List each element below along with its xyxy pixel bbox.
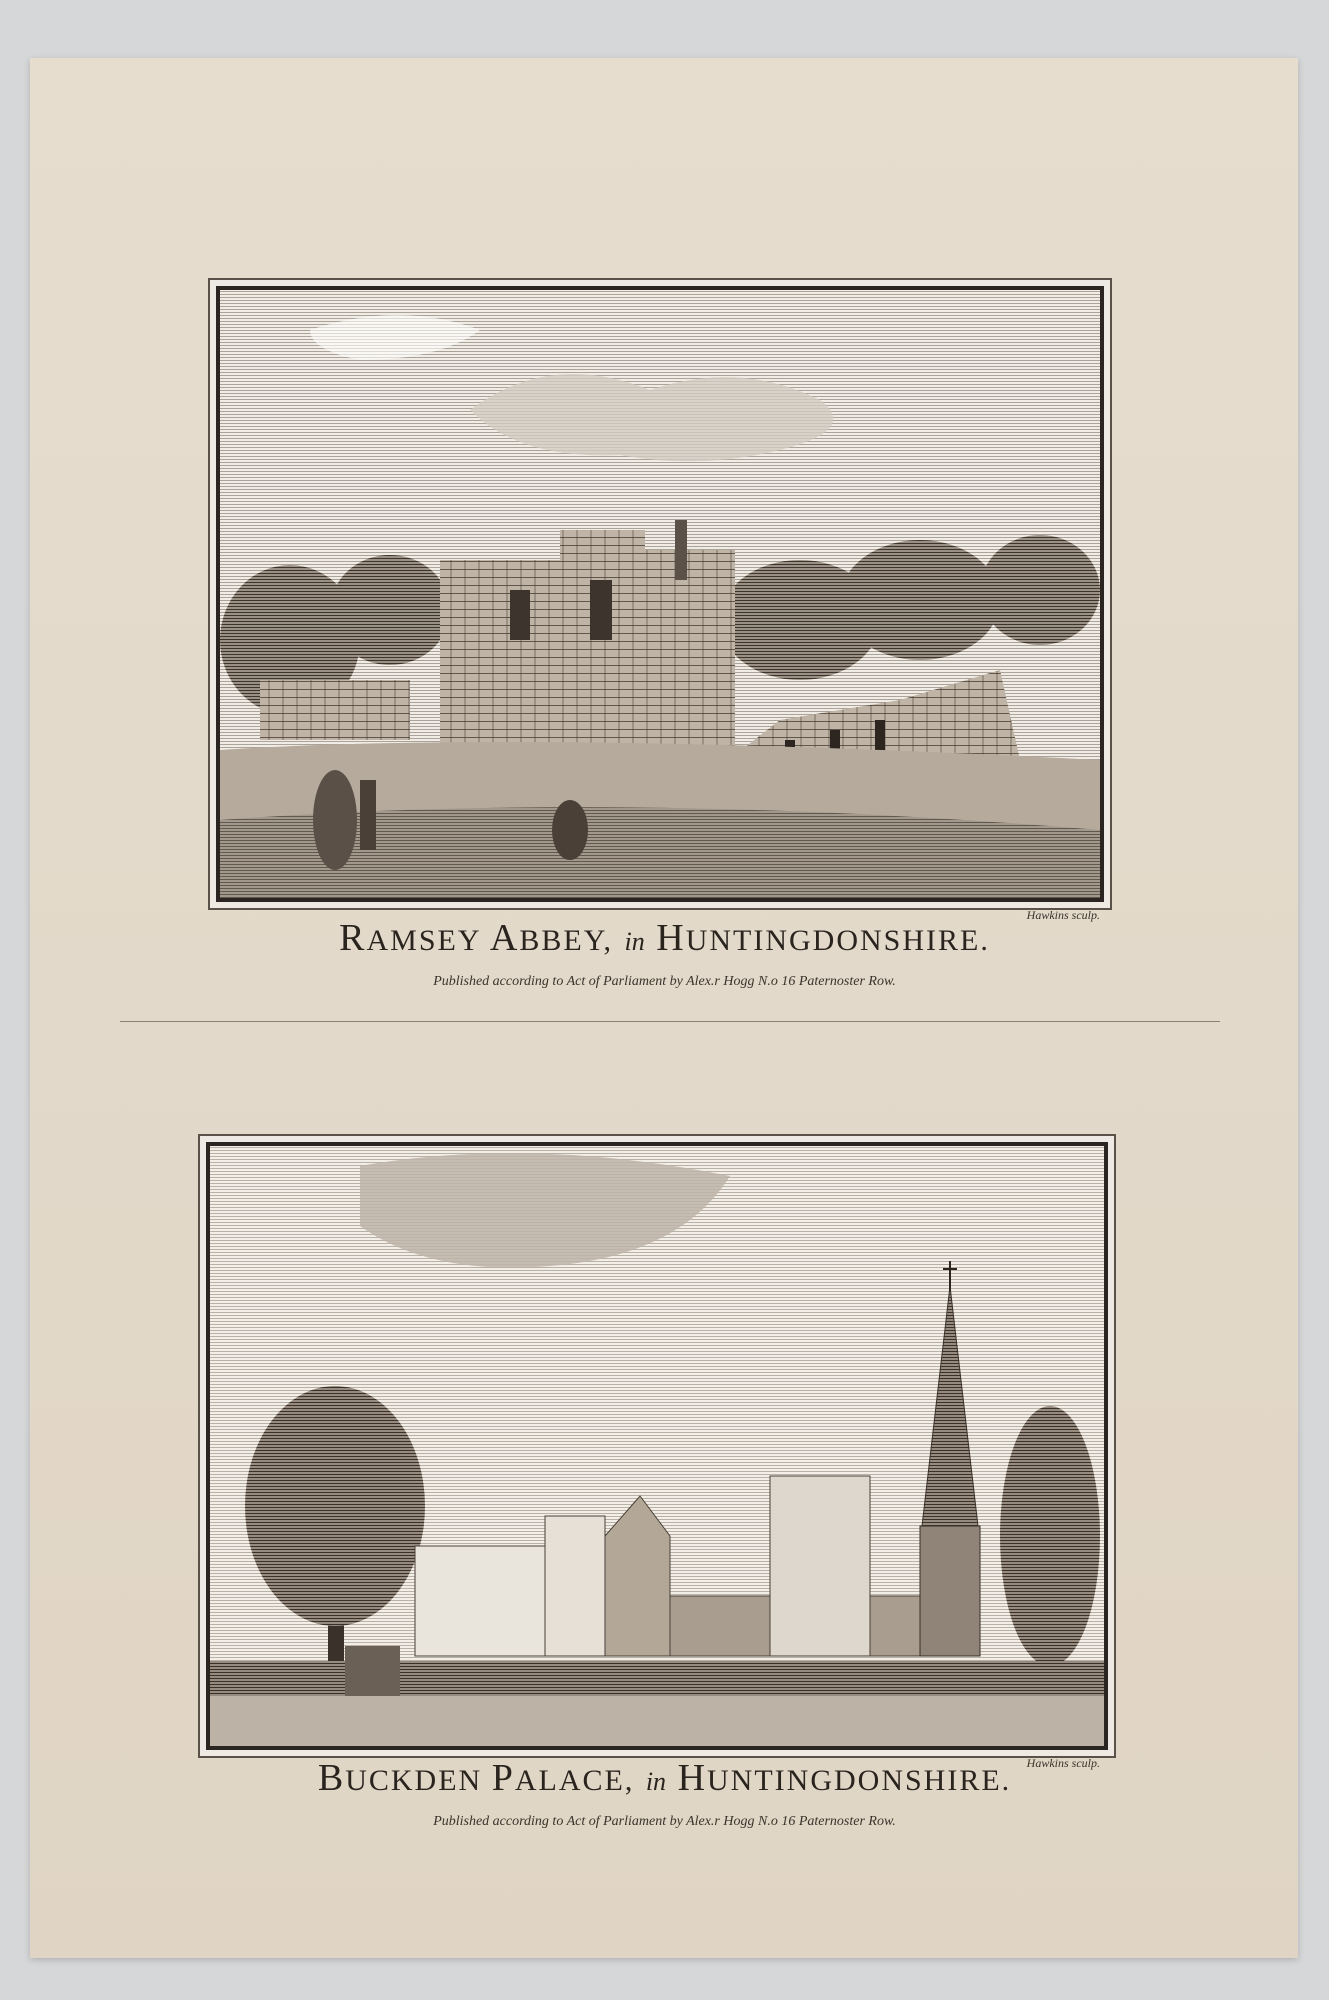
- plate-divider: [120, 1021, 1220, 1022]
- top-engraver-credit: Hawkins sculp.: [1026, 908, 1100, 922]
- top-publisher-line: Published according to Act of Parliament by Alex.r Hogg N.o 16 Paternoster Row.: [433, 974, 896, 989]
- ramsey-abbey-engraving: [208, 278, 1112, 910]
- top-plate-title: RAMSEY ABBEY, in HUNTINGDONSHIRE.: [339, 917, 990, 959]
- bottom-plate-title: BUCKDEN PALACE, in HUNTINGDONSHIRE.: [317, 1757, 1012, 1799]
- buckden-palace-image: [210, 1146, 1104, 1746]
- buckden-palace-engraving: [198, 1134, 1116, 1758]
- ramsey-abbey-image: [220, 290, 1100, 898]
- bottom-publisher-line: Published according to Act of Parliament by Alex.r Hogg N.o 16 Paternoster Row.: [433, 1814, 896, 1829]
- bottom-engraver-credit: Hawkins sculp.: [1026, 1756, 1100, 1770]
